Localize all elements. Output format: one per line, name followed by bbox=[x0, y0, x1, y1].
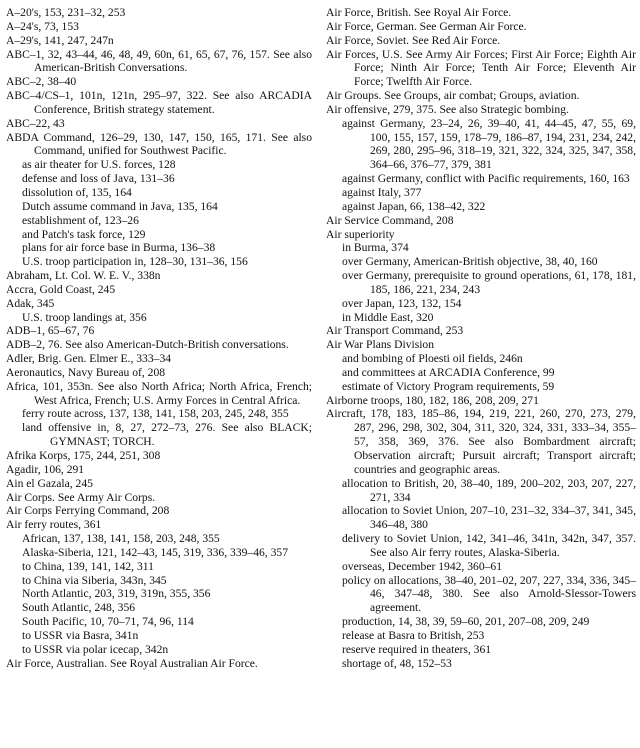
index-entry: Ain el Gazala, 245 bbox=[6, 476, 93, 490]
index-subentry: against Japan, 66, 138–42, 322 bbox=[342, 199, 486, 213]
index-column-right bbox=[326, 6, 636, 671]
index-subentry: and Patch's task force, 129 bbox=[22, 227, 146, 241]
index-subentry: U.S. troop participation in, 128–30, 131–36, 156 bbox=[22, 255, 248, 269]
index-entry: Aircraft, 178, 183, 185–86, 194, 219, 221, 260, 270, 273, 279, 287, 296, 298, 302, 304, 311, 320, 324, 331, 333–34, 355–57, 358, 369, 376. See also Bombardment aircraft; Observation aircraft; Pursuit aircraft; Transport aircraft; countries and geographic areas. bbox=[326, 407, 636, 476]
index-entry: Air superiority bbox=[326, 227, 395, 241]
index-subentry: as air theater for U.S. forces, 128 bbox=[22, 158, 176, 172]
index-entry: Afrika Korps, 175, 244, 251, 308 bbox=[6, 449, 161, 462]
index-entry: Air Force, Australian. See Royal Australian Air Force. bbox=[6, 656, 258, 670]
index-entry: ABC–22, 43 bbox=[6, 116, 65, 130]
index-subentry: release at Basra to British, 253 bbox=[342, 628, 485, 642]
index-entry: Air Transport Command, 253 bbox=[326, 324, 464, 338]
index-subentry: overseas, December 1942, 360–61 bbox=[342, 559, 503, 573]
index-column-left bbox=[6, 6, 312, 671]
index-subentry: to China, 139, 141, 142, 311 bbox=[22, 559, 154, 573]
index-subentry: Alaska-Siberia, 121, 142–43, 145, 319, 336, 339–46, 357 bbox=[22, 545, 288, 559]
index-subentry: U.S. troop landings at, 356 bbox=[22, 310, 147, 324]
index-subentry: allocation to Soviet Union, 207–10, 231–32, 334–37, 341, 345, 346–48, 380 bbox=[342, 504, 636, 532]
index-entry: ADB–1, 65–67, 76 bbox=[6, 324, 95, 338]
index-subentry: production, 14, 38, 39, 59–60, 201, 207–08, 209, 249 bbox=[342, 615, 590, 629]
index-entry: Air Forces, U.S. See Army Air Forces; First Air Force; Eighth Air Force; Ninth Air Force; Tenth Air Force; Eleventh Air Force; Twelfth Air Force. bbox=[326, 47, 636, 89]
index-entry: Air War Plans Division bbox=[326, 338, 435, 352]
index-entry: ABC–4/CS–1, 101n, 121n, 295–97, 322. See also ARCADIA Conference, British strategy statement. bbox=[6, 89, 312, 116]
index-entry: Adler, Brig. Gen. Elmer E., 333–34 bbox=[6, 352, 172, 366]
index-entry: A–24's, 73, 153 bbox=[6, 19, 79, 33]
index-subentry: to China via Siberia, 343n, 345 bbox=[22, 573, 167, 587]
index-entry: ABC–2, 38–40 bbox=[6, 75, 77, 89]
index-subentry: in Burma, 374 bbox=[342, 241, 409, 255]
index-entry: ADB–2, 76. See also American-Dutch-British conversations. bbox=[6, 338, 289, 352]
index-entry: Agadir, 106, 291 bbox=[6, 462, 85, 476]
index-subentry: North Atlantic, 203, 319, 319n, 355, 356 bbox=[22, 587, 211, 601]
index-subentry: land offensive in, 8, 27, 272–73, 276. See also BLACK; GYMNAST; TORCH. bbox=[22, 421, 312, 449]
index-entry: Air Force, British. See Royal Air Force. bbox=[326, 6, 512, 19]
index-subentry: establishment of, 123–26 bbox=[22, 213, 139, 227]
index-subentry: shortage of, 48, 152–53 bbox=[342, 656, 452, 670]
index-subentry: and bombing of Ploesti oil fields, 246n bbox=[342, 352, 523, 366]
index-entry: Air offensive, 279, 375. See also Strategic bombing. bbox=[326, 102, 569, 116]
index-subentry: South Atlantic, 248, 356 bbox=[22, 601, 136, 615]
index-subentry: against Germany, 23–24, 26, 39–40, 41, 44–45, 47, 55, 69, 100, 155, 157, 159, 178–79, 186–87, 194, 231, 234, 242, 269, 280, 295–96, 318–19, 321, 322, 324, 325, 347, 358, 364–66, 376–77, 379, 381 bbox=[342, 116, 636, 172]
index-subentry: and committees at ARCADIA Conference, 99 bbox=[342, 365, 555, 379]
index-entry: ABDA Command, 126–29, 130, 147, 150, 165, 171. See also Command, unified for Southwest Pacific. bbox=[6, 130, 312, 158]
index-subentry: over Japan, 123, 132, 154 bbox=[342, 296, 462, 310]
index-entry: Airborne troops, 180, 182, 186, 208, 209, 271 bbox=[326, 393, 539, 407]
index-subentry: to USSR via Basra, 341n bbox=[22, 628, 139, 642]
index-entry: Air Service Command, 208 bbox=[326, 213, 454, 227]
index-entry: Air Force, German. See German Air Force. bbox=[326, 19, 527, 33]
index-subentry: defense and loss of Java, 131–36 bbox=[22, 172, 175, 186]
index-entry: Air Corps Ferrying Command, 208 bbox=[6, 504, 170, 518]
index-subentry: allocation to British, 20, 38–40, 189, 200–202, 203, 207, 227, 271, 334 bbox=[342, 476, 636, 504]
index-entry: Accra, Gold Coast, 245 bbox=[6, 282, 116, 296]
index-subentry: delivery to Soviet Union, 142, 341–46, 341n, 342n, 347, 357. See also Air ferry routes, Alaska-Siberia. bbox=[342, 532, 636, 559]
index-entry: Aeronautics, Navy Bureau of, 208 bbox=[6, 365, 166, 379]
index-subentry: to USSR via polar icecap, 342n bbox=[22, 642, 169, 656]
index-entry: ABC–1, 32, 43–44, 46, 48, 49, 60n, 61, 65, 67, 76, 157. See also American-British Conversations. bbox=[6, 47, 312, 75]
index-entry: Abraham, Lt. Col. W. E. V., 338n bbox=[6, 269, 161, 283]
index-subentry: African, 137, 138, 141, 158, 203, 248, 355 bbox=[22, 532, 220, 546]
index-subentry: Dutch assume command in Java, 135, 164 bbox=[22, 199, 218, 213]
index-entry: A–29's, 141, 247, 247n bbox=[6, 33, 114, 47]
index-subentry: South Pacific, 10, 70–71, 74, 96, 114 bbox=[22, 615, 194, 629]
index-subentry: in Middle East, 320 bbox=[342, 310, 434, 324]
index-subentry: ferry route across, 137, 138, 141, 158, 203, 245, 248, 355 bbox=[22, 407, 289, 421]
index-entry: Air Force, Soviet. See Red Air Force. bbox=[326, 33, 501, 47]
index-entry: Africa, 101, 353n. See also North Africa; North Africa, French; West Africa, French; U.S. Army Forces in Central Africa. bbox=[6, 379, 312, 407]
index-entry: Air Groups. See Groups, air combat; Groups, aviation. bbox=[326, 89, 580, 103]
index-entry: A–20's, 153, 231–32, 253 bbox=[6, 6, 126, 19]
index-subentry: against Italy, 377 bbox=[342, 185, 422, 199]
index-entry: Air Corps. See Army Air Corps. bbox=[6, 490, 156, 504]
index-subentry: reserve required in theaters, 361 bbox=[342, 642, 492, 656]
index-subentry: against Germany, conflict with Pacific requirements, 160, 163 bbox=[342, 172, 630, 186]
index-subentry: over Germany, prerequisite to ground operations, 61, 178, 181, 185, 186, 221, 234, 243 bbox=[342, 269, 636, 296]
index-subentry: policy on allocations, 38–40, 201–02, 207, 227, 334, 336, 345–46, 347–48, 380. See also Arnold-Slessor-Towers agreement. bbox=[342, 573, 636, 615]
index-subentry: over Germany, American-British objective, 38, 40, 160 bbox=[342, 255, 598, 269]
index-entry: Air ferry routes, 361 bbox=[6, 518, 102, 532]
index-subentry: estimate of Victory Program requirements, 59 bbox=[342, 379, 555, 393]
index-subentry: plans for air force base in Burma, 136–38 bbox=[22, 241, 216, 255]
index-entry: Adak, 345 bbox=[6, 296, 55, 310]
index-subentry: dissolution of, 135, 164 bbox=[22, 185, 132, 199]
